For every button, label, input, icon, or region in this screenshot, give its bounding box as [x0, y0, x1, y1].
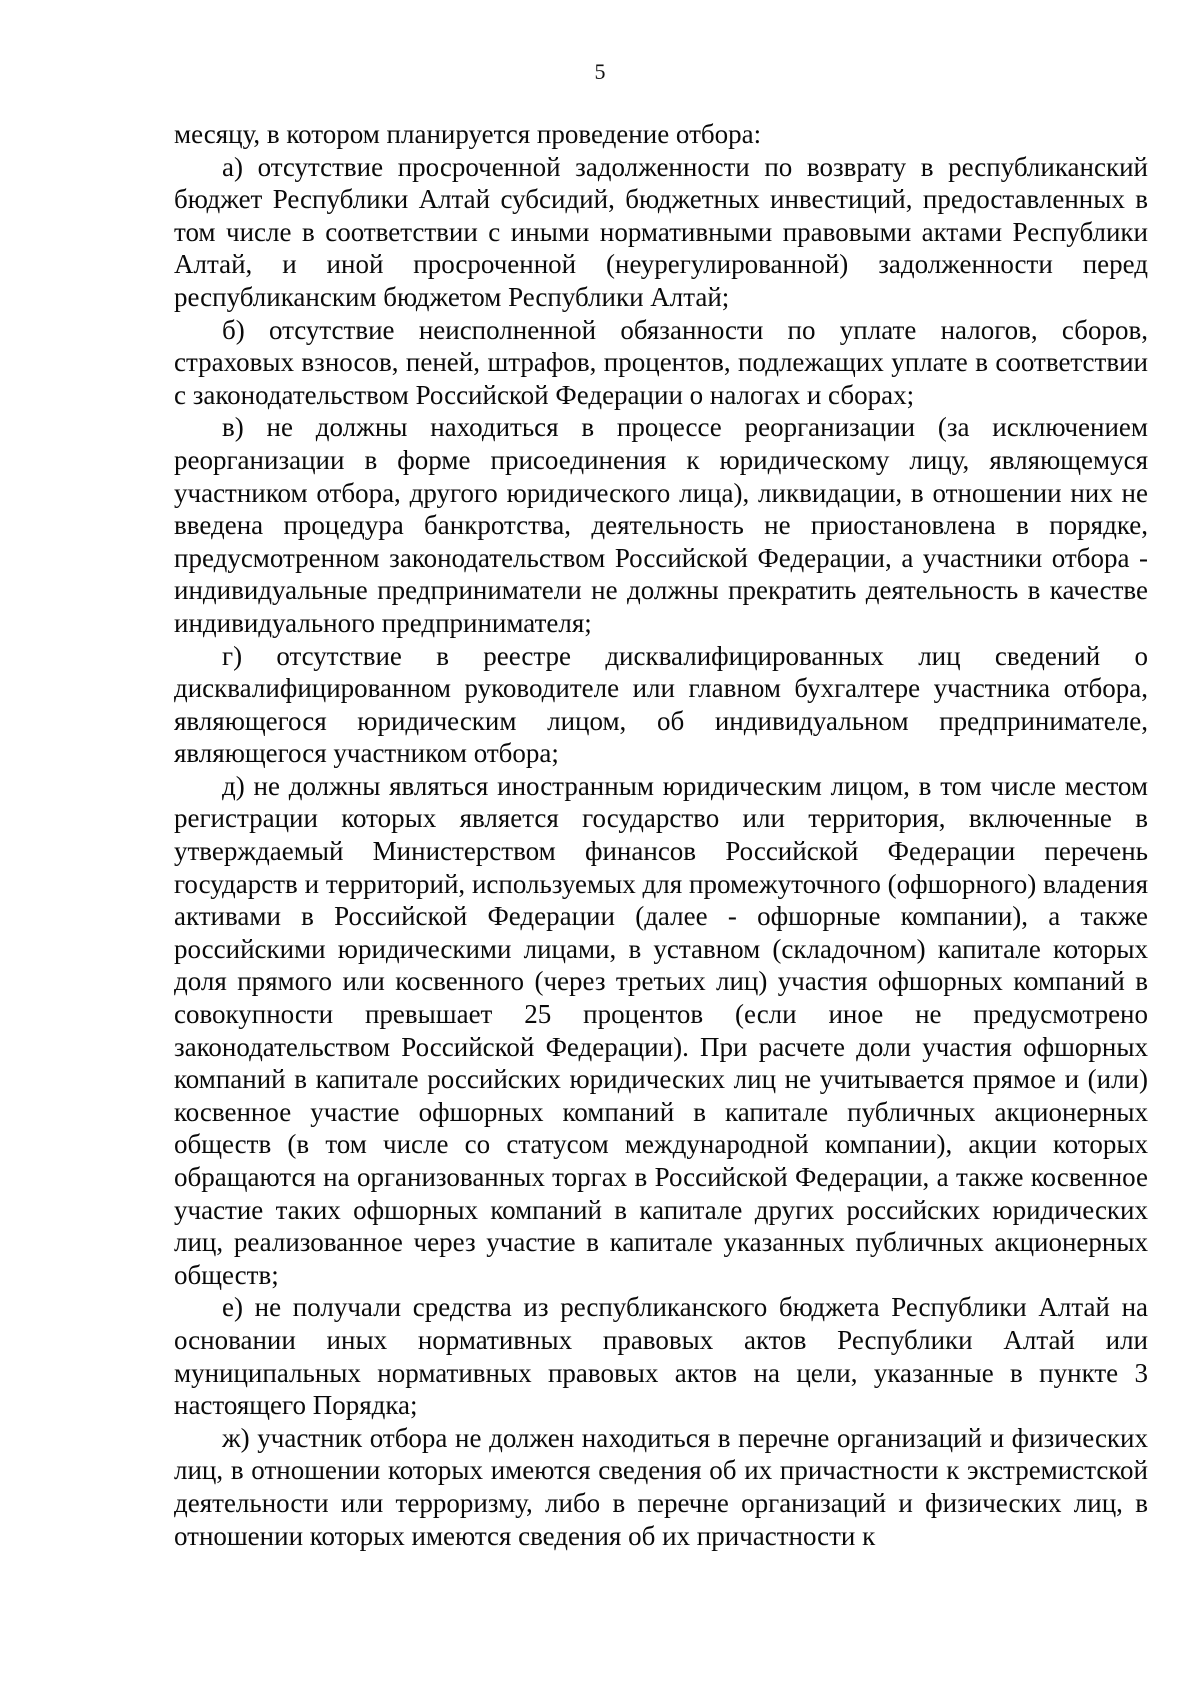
paragraph-item-a: а) отсутствие просроченной задолженности по возврату в республиканский бюджет Республики Алтай субсидий, бюджетных инвестиций, предоставленных в том числе в соответствии с иными нормативными правовыми актами Республики Алтай, и иной просроченной (неурегулированной) задолженности перед республиканским бюджетом Республики Алтай; [174, 151, 1148, 312]
paragraph-item-d: д) не должны являться иностранным юридическим лицом, в том числе местом регистрации которых является государство или территория, включенные в утверждаемый Министерством финансов Российской Федерации перечень государств и территорий, используемых для промежуточного (офшорного) владения активами в Российской Федерации (далее - офшорные компании), а также российскими юридическими лицами, в уставном (складочном) капитале которых доля прямого или косвенного (через третьих лиц) участия офшорных компаний в совокупности превышает 25 процентов (если иное не предусмотрено законодательством Российской Федерации). При расчете доли участия офшорных компаний в капитале российских юридических лиц не учитывается прямое и (или) косвенное участие офшорных компаний в капитале публичных акционерных обществ (в том числе со статусом международной компании), акции которых обращаются на организованных торгах в Российской Федерации, а также косвенное участие таких офшорных компаний в капитале других российских юридических лиц, реализованное через участие в капитале указанных публичных акционерных обществ; [174, 770, 1148, 1290]
paragraph-item-e: е) не получали средства из республиканского бюджета Республики Алтай на основании иных нормативных правовых актов Республики Алтай или муниципальных нормативных правовых актов на цели, указанные в пункте 3 настоящего Порядка; [174, 1292, 1148, 1421]
paragraph-item-g: г) отсутствие в реестре дисквалифицированных лиц сведений о дисквалифицированном руководителе или главном бухгалтере участника отбора, являющегося юридическим лицом, об индивидуальном предпринимателе, являющегося участником отбора; [174, 640, 1148, 769]
paragraph-item-b: б) отсутствие неисполненной обязанности по уплате налогов, сборов, страховых взносов, пеней, штрафов, процентов, подлежащих уплате в соответствии с законодательством Российской Федерации о налогах и сборах; [174, 314, 1148, 410]
document-body [174, 118, 1148, 1552]
paragraph-item-zh: ж) участник отбора не должен находиться в перечне организаций и физических лиц, в отношении которых имеются сведения об их причастности к экстремистской деятельности или терроризму, либо в перечне организаций и физических лиц, в отношении которых имеются сведения об их причастности к [174, 1422, 1148, 1551]
paragraph-continuation: месяцу, в котором планируется проведение отбора: [174, 119, 762, 149]
paragraph-item-v: в) не должны находиться в процессе реорганизации (за исключением реорганизации в форме присоединения к юридическому лицу, являющемуся участником отбора, другого юридического лица), ликвидации, в отношении них не введена процедура банкротства, деятельность не приостановлена в порядке, предусмотренном законодательством Российской Федерации, а участники отбора - индивидуальные предприниматели не должны прекратить деятельность в качестве индивидуального предпринимателя; [174, 412, 1148, 638]
page-number: 5 [594, 59, 606, 84]
